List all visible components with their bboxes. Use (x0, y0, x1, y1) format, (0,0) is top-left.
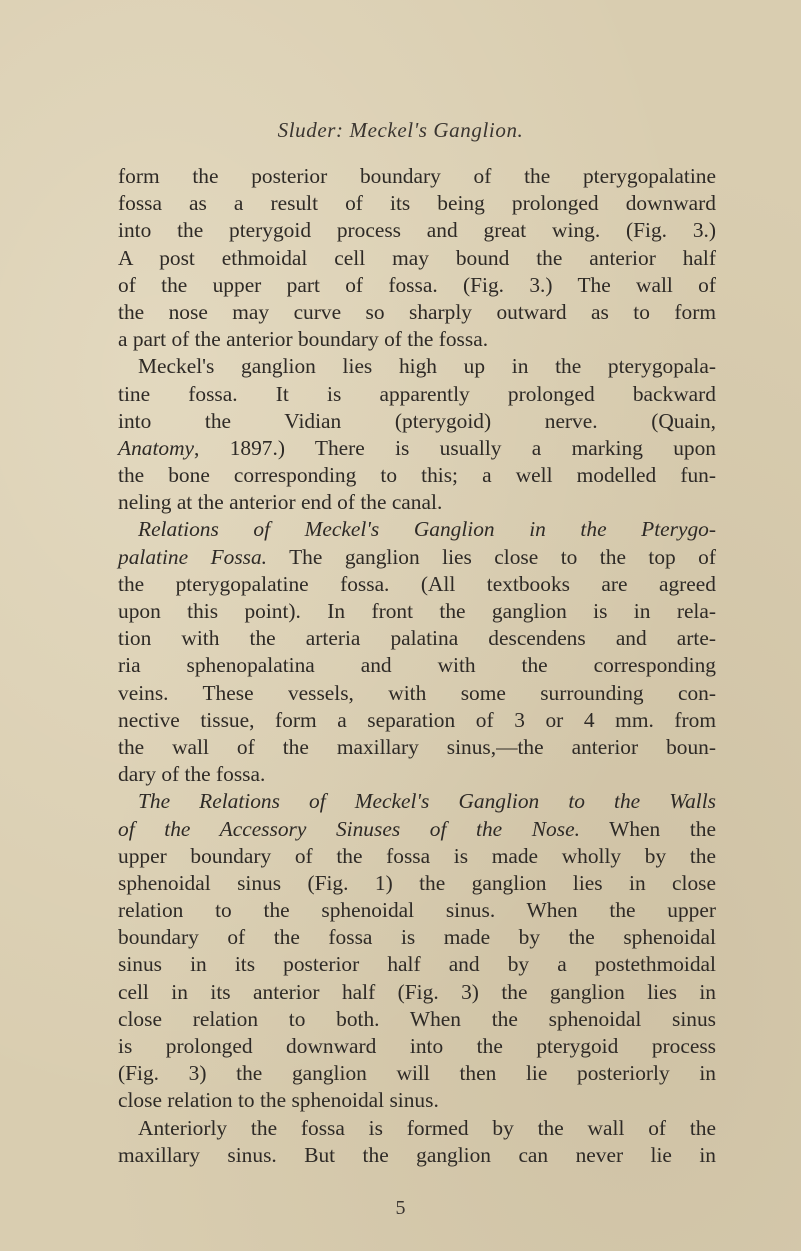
text-segment: dary of the fossa. (118, 762, 266, 787)
text-line (118, 516, 716, 543)
text-segment: cell in its anterior half (Fig. 3) the ganglion lies in (118, 979, 716, 1004)
text-line (118, 381, 716, 408)
text-line (118, 870, 716, 897)
text-line (118, 571, 716, 598)
italic-text: The Relations of Meckel's Ganglion to the Walls (138, 789, 716, 814)
text-line (118, 625, 716, 652)
text-line (118, 924, 716, 951)
text-segment: fossa as a result of its being prolonged downward (118, 191, 716, 216)
text-line (118, 326, 716, 353)
text-segment: ria sphenopalatina and with the corresponding (118, 653, 716, 678)
text-line (118, 680, 716, 707)
text-segment: upper boundary of the fossa is made wholly by the (118, 843, 716, 868)
text-segment: A post ethmoidal cell may bound the anterior half (118, 245, 716, 270)
text-line (118, 462, 716, 489)
running-head: Sluder: Meckel's Ganglion. (277, 118, 524, 142)
text-segment: into the pterygoid process and great wing. (Fig. 3.) (118, 218, 716, 243)
text-line (118, 1087, 716, 1114)
italic-text: Relations of Meckel's Ganglion in the Pterygo- (138, 517, 716, 542)
text-line (118, 897, 716, 924)
text-line (118, 190, 716, 217)
text-segment: , 1897.) There is usually a marking upon (194, 435, 716, 460)
text-line (118, 245, 716, 272)
text-line (118, 299, 716, 326)
text-segment: nective tissue, form a separation of 3 or 4 mm. from (118, 707, 716, 732)
text-segment: into the Vidian (pterygoid) nerve. (Quain, (118, 408, 716, 433)
text-segment: tine fossa. It is apparently prolonged backward (118, 381, 716, 406)
text-line (118, 217, 716, 244)
text-segment: the wall of the maxillary sinus,—the anterior boun- (118, 734, 716, 759)
text-segment: maxillary sinus. But the ganglion can never lie in (118, 1142, 716, 1167)
text-line (118, 489, 716, 516)
text-line (118, 761, 716, 788)
text-line (118, 1115, 716, 1142)
text-line (118, 816, 716, 843)
text-segment: sinus in its posterior half and by a postethmoidal (118, 952, 716, 977)
text-segment: relation to the sphenoidal sinus. When the upper (118, 898, 716, 923)
text-line (118, 598, 716, 625)
text-line (118, 951, 716, 978)
text-segment: form the posterior boundary of the pterygopalatine (118, 164, 716, 188)
text-segment: a part of the anterior boundary of the fossa. (118, 327, 489, 352)
text-segment: (Fig. 3) the ganglion will then lie posteriorly in (118, 1061, 716, 1086)
text-line (118, 979, 716, 1006)
text-line (118, 163, 716, 190)
text-segment: sphenoidal sinus (Fig. 1) the ganglion lies in close (118, 870, 716, 895)
text-line (118, 1033, 716, 1060)
text-line (118, 435, 716, 462)
text-segment: veins. These vessels, with some surrounding con- (118, 680, 716, 705)
text-segment: The ganglion lies close to the top of (267, 544, 717, 569)
text-line (118, 353, 716, 380)
page-number: 5 (395, 1197, 406, 1219)
text-segment: close relation to both. When the sphenoidal sinus (118, 1006, 716, 1031)
body-text (118, 163, 716, 1169)
text-segment: the bone corresponding to this; a well modelled fun- (118, 463, 716, 488)
text-segment: boundary of the fossa is made by the sphenoidal (118, 925, 716, 950)
text-line (118, 652, 716, 679)
text-segment: neling at the anterior end of the canal. (118, 490, 443, 515)
text-segment: When the (579, 816, 716, 841)
text-line (118, 843, 716, 870)
text-segment: tion with the arteria palatina descendens and arte- (118, 626, 716, 651)
text-segment: is prolonged downward into the pterygoid process (118, 1034, 716, 1058)
text-line (118, 1142, 716, 1169)
text-line (118, 1060, 716, 1087)
italic-text: of the Accessory Sinuses of the Nose. (118, 816, 580, 841)
text-segment: close relation to the sphenoidal sinus. (118, 1088, 439, 1113)
text-line (118, 734, 716, 761)
text-segment: Meckel's ganglion lies high up in the pterygopala- (138, 354, 716, 379)
italic-text: palatine Fossa. (118, 544, 268, 569)
text-line (118, 408, 716, 435)
text-segment: Anteriorly the fossa is formed by the wall of the (138, 1115, 716, 1140)
text-segment: upon this point). In front the ganglion is in rela- (118, 599, 716, 623)
italic-text: Anatomy (118, 435, 195, 460)
text-segment: of the upper part of fossa. (Fig. 3.) The wall of (118, 272, 716, 297)
text-segment: the nose may curve so sharply outward as to form (118, 299, 716, 324)
text-line (118, 1006, 716, 1033)
text-line (118, 544, 716, 571)
text-line (118, 707, 716, 734)
text-line (118, 788, 716, 815)
text-segment: the pterygopalatine fossa. (All textbooks are agreed (118, 571, 716, 596)
text-line (118, 272, 716, 299)
